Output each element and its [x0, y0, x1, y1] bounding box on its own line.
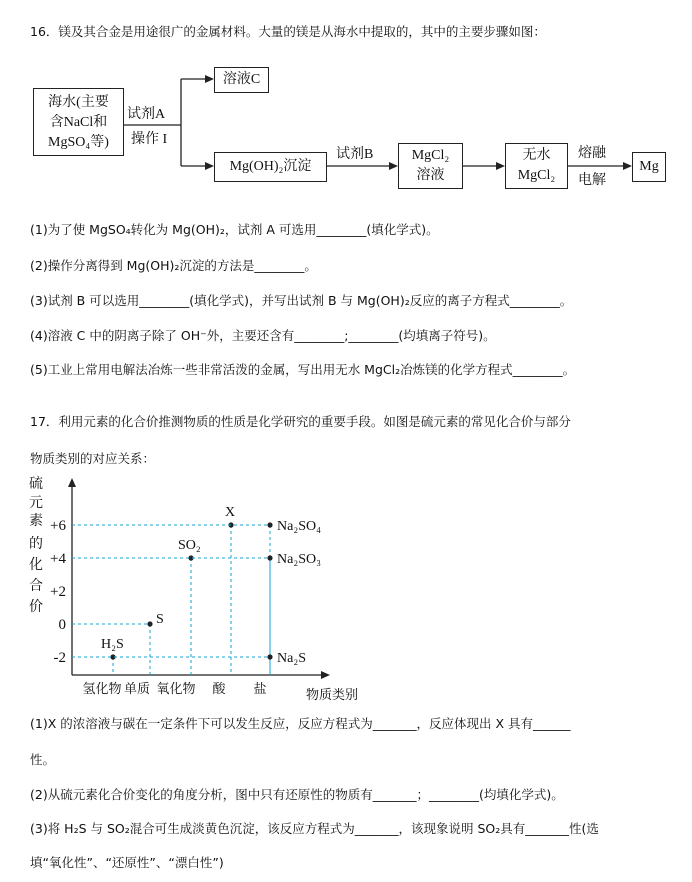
q17-question-1-cont: 性。 [30, 752, 56, 767]
operation-1-label: 操作 I [131, 132, 168, 147]
solution-c-box: 溶液C [214, 67, 269, 93]
y-axis-label-char: 的 [29, 537, 43, 552]
q16-question-4: (4)溶液 C 中的阴离子除了 OH⁻外，主要还含有________;________(均填离子符号)。 [30, 328, 496, 343]
y-axis-arrow-icon [68, 478, 76, 487]
y-tick-label: +2 [50, 584, 66, 600]
seawater-line2: 含NaCl和 [49, 115, 108, 130]
data-point [147, 621, 152, 626]
point-label: S [156, 612, 164, 627]
y-axis-label-char: 元 [29, 496, 43, 511]
x-axis-arrow-icon [321, 671, 330, 679]
q16-question-3: (3)试剂 B 可以选用________(填化学式)，并写出试剂 B 与 Mg(OH)₂反应的离子方程式________。 [30, 293, 573, 308]
data-point [267, 654, 272, 659]
data-point [267, 555, 272, 560]
y-tick-label: +4 [50, 551, 66, 567]
point-label: X [225, 505, 236, 520]
point-label: Na₂S [277, 651, 306, 666]
q17-question-3: (3)将 H₂S 与 SO₂混合可生成淡黄色沉淀，该反应方程式为_______，该现象说明 SO₂具有_______性(选 [30, 821, 599, 836]
reagent-b-label: 试剂B [336, 147, 374, 162]
anhydrous-line2: MgCl₂ [517, 168, 556, 183]
q16-question-5: (5)工业上常用电解法冶炼一些非常活泼的金属，写出用无水 MgCl₂冶炼镁的化学方程式________。 [30, 362, 576, 377]
y-tick-label: 0 [58, 617, 66, 633]
melt-label: 熔融 [578, 146, 606, 161]
y-axis-label-char: 硫 [29, 477, 43, 492]
point-label: Na₂SO₄ [277, 519, 321, 534]
q17-title-line2: 物质类别的对应关系： [30, 451, 156, 466]
q17-question-2: (2)从硫元素化合价变化的角度分析，图中只有还原性的物质有_______；________(均填化学式)。 [30, 787, 564, 802]
x-axis-title: 物质类别 [306, 687, 359, 702]
mg-box: Mg [632, 152, 666, 182]
q16-question-2: (2)操作分离得到 Mg(OH)₂沉淀的方法是________。 [30, 258, 317, 273]
q16-title: 16．镁及其合金是用途很广的金属材料。大量的镁是从海水中提取的，其中的主要步骤如图： [30, 24, 546, 39]
point-label: Na₂SO₃ [277, 552, 321, 567]
electrolysis-label: 电解 [578, 173, 606, 188]
mgcl2-solution-line2: 溶液 [416, 168, 445, 183]
mgoh2-box: Mg(OH)₂沉淀 [214, 152, 327, 182]
q17-title-line1: 17．利用元素的化合价推测物质的性质是化学研究的重要手段。如图是硫元素的常见化合价与部分 [30, 414, 571, 429]
seawater-line1: 海水(主要 [48, 95, 109, 110]
y-axis-label-char: 素 [29, 514, 43, 529]
seawater-line3: MgSO₄等) [48, 135, 109, 150]
mgcl2-solution-line1: MgCl₂ [411, 148, 450, 163]
data-point [267, 522, 272, 527]
y-axis-label-char: 合 [29, 579, 43, 594]
x-category-label: 单质 [123, 681, 151, 696]
q17-question-1: (1)X 的浓溶液与碳在一定条件下可以发生反应，反应方程式为_______，反应体现出 X 具有______ [30, 716, 571, 731]
reagent-a-label: 试剂A [127, 107, 166, 122]
y-axis-label-char: 价 [29, 600, 43, 615]
y-tick-label: +6 [50, 518, 66, 534]
x-category-label: 酸 [212, 681, 226, 696]
x-category-label: 盐 [253, 681, 267, 696]
anhydrous-line1: 无水 [522, 148, 551, 163]
q16-question-1: (1)为了使 MgSO₄转化为 Mg(OH)₂，试剂 A 可选用________(填化学式)。 [30, 222, 439, 237]
q17-question-3-cont: 填“氧化性”、“还原性”、“漂白性”) [30, 855, 224, 870]
point-label: SO₂ [178, 538, 201, 553]
y-tick-label: -2 [53, 650, 66, 666]
x-category-label: 氢化物 [82, 681, 122, 696]
x-category-label: 氧化物 [156, 681, 196, 696]
point-label: H₂S [101, 637, 124, 652]
y-axis-label-char: 化 [29, 558, 43, 573]
